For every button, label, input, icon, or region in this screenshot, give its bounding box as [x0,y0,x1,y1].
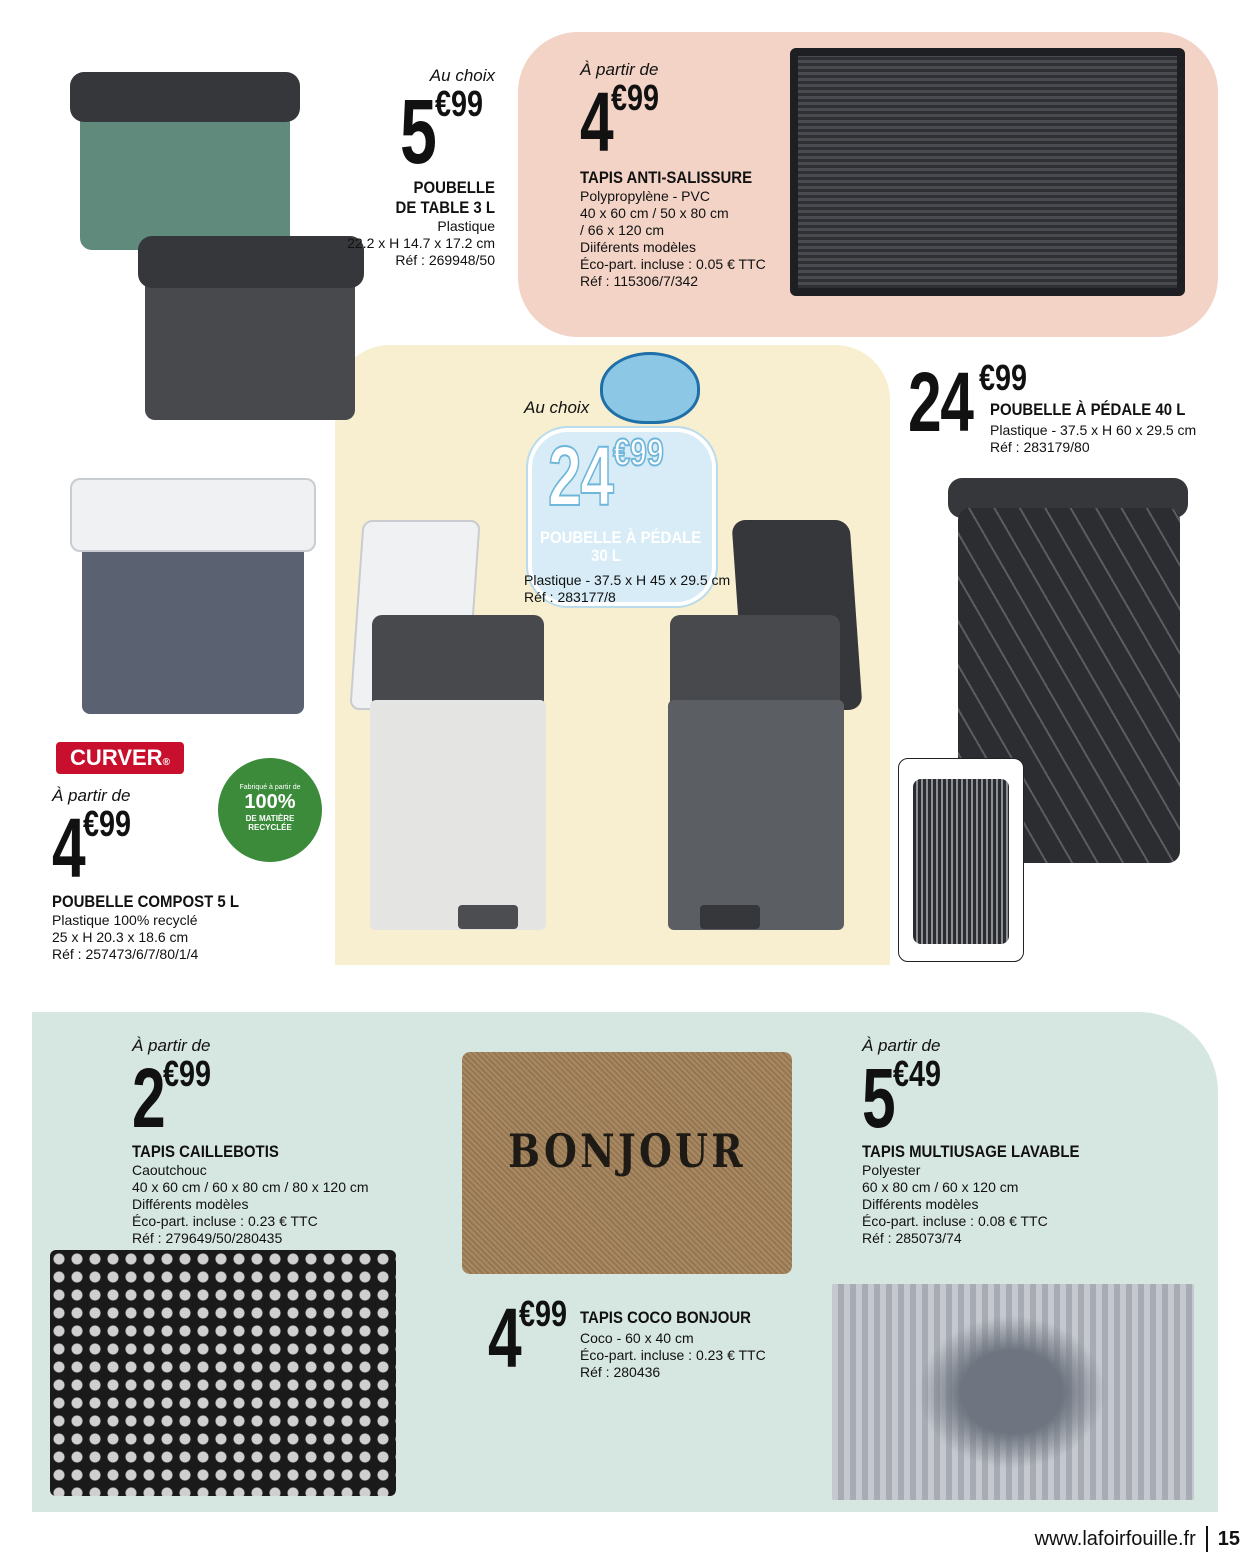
price-int: 2 [132,1051,165,1145]
eco-line: Éco-part. incluse : 0.08 € TTC [862,1213,1048,1229]
compost-bin-image [70,478,320,718]
spec-line: Caoutchouc [132,1162,207,1178]
spec-line: 40 x 60 cm / 60 x 80 cm / 80 x 120 cm [132,1179,369,1195]
price-cents: €99 [518,1293,567,1334]
pedal-bin-30-grey-image [660,520,860,950]
spec-line: 22.2 x H 14.7 x 17.2 cm [347,235,495,251]
footer-separator [1206,1526,1208,1552]
badge-top: Fabriqué à partir de [239,784,301,791]
price-cents: €99 [613,432,665,474]
price-int: 4 [52,801,85,895]
spec-line: Différents modèles [132,1196,249,1212]
multiusage-offer [862,1036,1162,1247]
caillebotis-offer [132,1036,432,1247]
spec-line: Différents modèles [862,1196,979,1212]
price-int: 24 [908,355,973,449]
price [132,1051,432,1145]
multiusage-rug-image [832,1284,1194,1500]
table-bin-offer [330,66,495,269]
product-title-2: DE TABLE 3 L [395,198,495,217]
spec-line: Plastique 100% recyclé [52,912,198,928]
spec-line: Plastique - 37.5 x H 60 x 29.5 cm [990,422,1197,438]
offer-label: À partir de [132,1036,211,1055]
website-link[interactable]: www.lafoirfouille.fr [1034,1527,1196,1550]
ref-line: Réf : 269948/50 [395,252,495,268]
compost-bin-offer [52,786,312,963]
product-title: POUBELLE [413,178,495,197]
price-int: 24 [548,429,613,523]
table-bin-image [60,40,360,420]
price-int: 5 [399,81,436,183]
coco-offer [488,1291,808,1385]
product-title: POUBELLE COMPOST 5 L [52,892,240,911]
price [330,81,495,183]
product-title: TAPIS COCO BONJOUR [580,1308,751,1327]
product-title: TAPIS CAILLEBOTIS [132,1142,279,1161]
price-int: 4 [580,75,613,169]
spec-line: 40 x 60 cm / 50 x 80 cm [580,205,729,221]
eco-line: Éco-part. incluse : 0.05 € TTC [580,256,766,272]
eco-line: Éco-part. incluse : 0.23 € TTC [580,1347,766,1363]
product-title-2: 30 L [591,546,621,565]
spec-line: Diiférents modèles [580,239,696,255]
ref-line: Réf : 285073/74 [862,1230,962,1246]
price [548,429,677,523]
pedal-bin-40-thumbnail [898,758,1024,962]
brand-name: CURVER [70,745,163,770]
price [862,1051,1162,1145]
offer-label: Au choix [429,66,495,85]
spec-line: Coco - 60 x 40 cm [580,1330,694,1346]
ref-line: Réf : 283177/8 [524,589,616,605]
spec-line: / 66 x 120 cm [580,222,665,238]
ref-line: Réf : 115306/7/342 [580,273,699,289]
price-int: 5 [862,1051,895,1145]
product-title: POUBELLE À PÉDALE [540,528,702,547]
ref-line: Réf : 280436 [580,1364,661,1380]
brand-mark: ® [162,757,170,768]
spec-line: Plastique [437,218,495,234]
price-cents: €49 [892,1053,941,1094]
spec-line: Polyester [862,1162,921,1178]
product-title: TAPIS ANTI-SALISSURE [580,168,753,187]
pedal-bin-30-offer [520,398,731,605]
coco-mat-image [462,1052,792,1274]
offer-label: À partir de [580,60,659,79]
price [580,75,780,169]
price-cents: €99 [979,357,1028,398]
ref-line: Réf : 283179/80 [990,439,1090,455]
offer-label: À partir de [52,786,131,805]
eco-line: Éco-part. incluse : 0.23 € TTC [132,1213,318,1229]
price-cents: €99 [82,803,131,844]
badge-line1: DE MATIÈRE [245,814,295,823]
product-title: TAPIS MULTIUSAGE LAVABLE [862,1142,1080,1161]
price-cents: €99 [162,1053,211,1094]
price-cents: €99 [610,77,659,118]
price-cents: €99 [434,83,483,124]
badge-percent: 100% [244,791,296,813]
pedal-bin-40-offer [908,355,1228,455]
badge-line2: RECYCLÉE [248,823,292,832]
curver-logo [56,742,184,774]
ref-line: Réf : 279649/50/280435 [132,1230,283,1246]
spec-line: 25 x H 20.3 x 18.6 cm [52,929,189,945]
spec-line: Polypropylène - PVC [580,188,710,204]
offer-label: Au choix [524,398,590,417]
footer [960,1524,1240,1554]
mat-text: BONJOUR [508,1124,746,1178]
product-title: POUBELLE À PÉDALE 40 L [990,400,1186,419]
pedal-bin-30-light-image [348,520,548,950]
spec-line: 60 x 80 cm / 60 x 120 cm [862,1179,1019,1195]
doormat-image [790,48,1185,296]
page-number: 15 [1217,1527,1240,1550]
spec-line: Plastique - 37.5 x H 45 x 29.5 cm [524,572,731,588]
doormat-offer [580,60,780,290]
offer-label: À partir de [862,1036,941,1055]
price-int: 4 [488,1291,521,1385]
ref-line: Réf : 257473/6/7/80/1/4 [52,946,199,962]
caillebotis-image [50,1250,396,1496]
